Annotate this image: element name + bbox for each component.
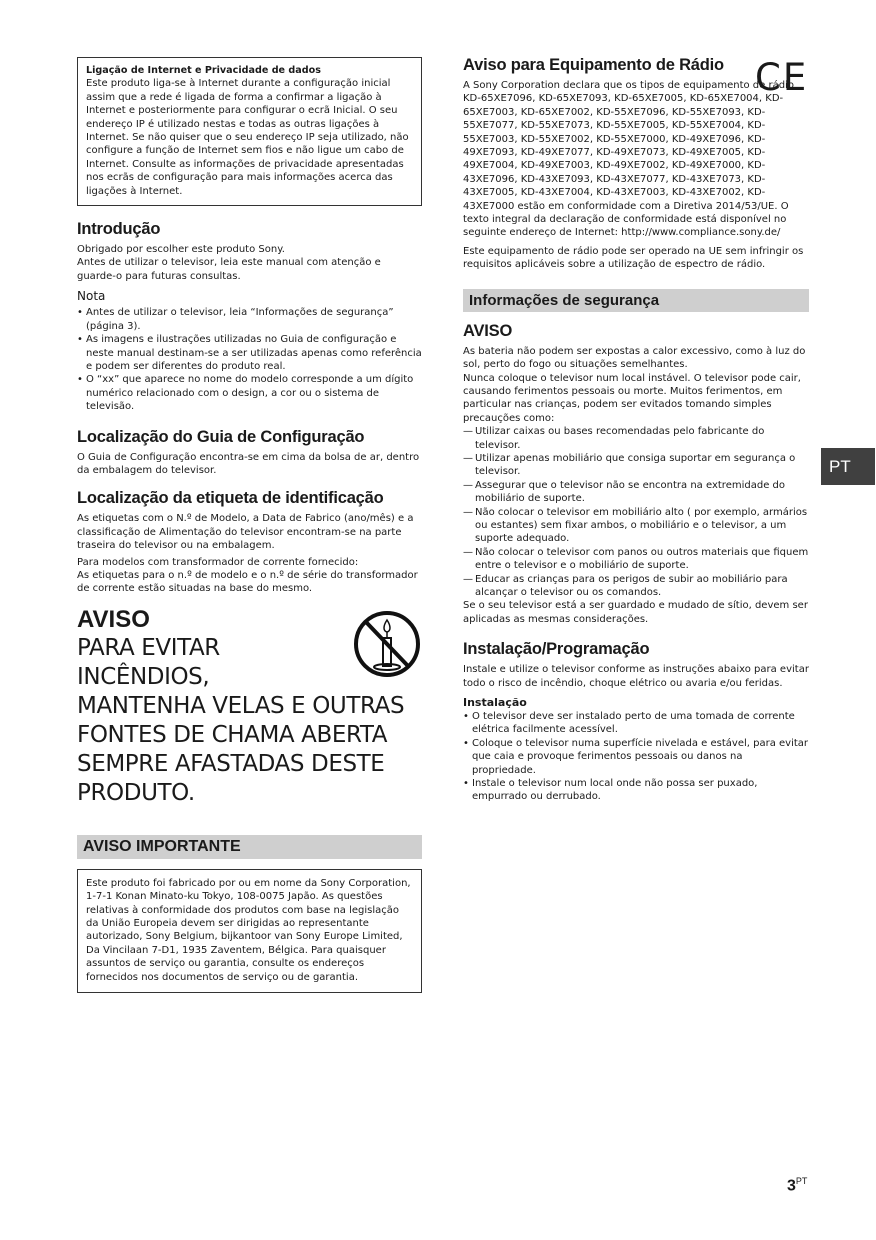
safety-p1: As bateria não podem ser expostas a calor excessivo, como à luz do sol, perto do fogo ou situações semelhantes.	[463, 345, 806, 371]
safety-p2: Nunca coloque o televisor num local instável. O televisor pode cair, causando ferimentos pessoais ou morte. Muitos ferimentos, em particular nas crianças, podem ser evitados tomando simples precauções como:	[463, 372, 801, 424]
radio-p1: A Sony Corporation declara que os tipos de equipamento de rádio KD-65XE7096, KD-65XE7093, KD-65XE7005, KD-65XE7004, KD-65XE7003, KD-65XE7002, KD-55XE7096, KD-55XE7093, KD-55XE7077, KD-55XE7073, KD-55XE7005, KD-55XE7004, KD-55XE7003, KD-55XE7002, KD-55XE7000, KD-49XE7096, KD-49XE7093, KD-49XE7077, KD-49XE7073, KD-49XE7005, KD-49XE7004, KD-49XE7003, KD-49XE7002, KD-49XE7000, KD-43XE7096, KD-43XE7093, KD-43XE7077, KD-43XE7073, KD-43XE7005, KD-43XE7004, KD-43XE7003, KD-43XE7002, KD-43XE7000 estão em conformidade com a Diretiva 2014/53/UE. O texto integral da declaração de conformidade está disponível no seguinte endereço de Internet: http://www.compliance.sony.de/	[463, 80, 794, 239]
warning-line: INCÊNDIOS,	[77, 663, 210, 690]
list-item: — Assegurar que o televisor não se encontra na extremidade do mobiliário de suporte.	[463, 479, 785, 505]
install-list	[463, 710, 809, 804]
warning-line: PRODUTO.	[77, 779, 195, 806]
install-p1: Instale e utilize o televisor conforme as instruções abaixo para evitar todo o risco de incêndio, choque elétrico ou avaria e/ou feridas.	[463, 664, 809, 689]
radio-heading: Aviso para Equipamento de Rádio	[463, 56, 724, 74]
list-item: • Coloque o televisor numa superfície nivelada e estável, para evitar que caia e provoque ferimentos pessoais ou danos na propriedade.	[463, 737, 809, 776]
note-heading: Nota	[77, 289, 106, 304]
label-heading: Localização da etiqueta de identificação	[77, 489, 384, 508]
intro-section	[77, 220, 422, 413]
intro-p2: Antes de utilizar o televisor, leia este manual com atenção e guarde-o para futuras consultas.	[77, 257, 381, 282]
list-item: — Não colocar o televisor em mobiliário alto ( por exemplo, armários ou estantes) sem fixar ambos, o mobiliário e o televisor, a um suporte adequado.	[463, 506, 808, 545]
important-box	[77, 869, 422, 993]
right-column	[463, 56, 809, 804]
language-tab: PT	[821, 448, 875, 485]
list-item: • Instale o televisor num local onde não possa ser puxado, empurrado ou derrubado.	[463, 778, 758, 803]
list-item: • O televisor deve ser instalado perto de uma tomada de corrente elétrica facilmente acessível.	[463, 711, 795, 736]
list-item: — Utilizar apenas mobiliário que consiga suportar em segurança o televisor.	[463, 452, 796, 478]
left-column	[77, 56, 422, 993]
safety-list	[463, 425, 809, 599]
radio-section	[463, 56, 809, 272]
privacy-box-text: Este produto liga-se à Internet durante a configuração inicial assim que a rede é ligada de forma a confirmar a ligação à Internet e posteriormente para configurar o ecrã Inicial. O seu endereço IP é utilizado nestas e todas as outras ligações à Internet. Se não quiser que o seu endereço IP seja utilizado, não configure a função de Internet sem fios e não ligue um cabo de Internet. Consulte as informações de privacidade apresentadas nos ecrãs de configuração para mais informações acerca das ligações à Internet.	[86, 78, 409, 197]
intro-heading: Introdução	[77, 220, 161, 239]
label-p1: As etiquetas com o N.º de Modelo, a Data de Fabrico (ano/mês) e a classificação de Alimentação do televisor encontram-se na parte traseira do televisor ou na embalagem.	[77, 513, 414, 552]
list-item: • As imagens e ilustrações utilizadas no Guia de configuração e neste manual destinam-se a ser utilizadas apenas como referência e podem ser diferentes do produto real.	[77, 334, 422, 372]
privacy-box	[77, 57, 422, 206]
list-item: — Educar as crianças para os perigos de subir ao mobiliário para alcançar o televisor ou os comandos.	[463, 573, 788, 598]
safety-bar: Informações de segurança	[463, 289, 809, 312]
warning-line: MANTENHA VELAS E OUTRAS	[77, 692, 405, 719]
install-subheading: Instalação	[463, 696, 527, 710]
guide-heading: Localização do Guia de Configuração	[77, 427, 365, 446]
warning-line: FONTES DE CHAMA ABERTA	[77, 721, 388, 748]
privacy-box-title: Ligação de Internet e Privacidade de dados	[86, 65, 321, 76]
page-number: $3^{PT}$	[787, 1176, 808, 1195]
note-list	[77, 306, 422, 413]
radio-p2: Este equipamento de rádio pode ser operado na UE sem infringir os requisitos aplicáveis sobre a utilização de espectro de rádio.	[463, 245, 804, 271]
guide-section	[77, 428, 422, 478]
list-item: • O “xx” que aparece no nome do modelo corresponde a um dígito numérico relacionado com o design, a cor ou o sistema de televisão.	[77, 374, 414, 413]
intro-p1: Obrigado por escolher este produto Sony.	[77, 244, 285, 256]
no-candle-icon	[353, 610, 421, 678]
warning-line: PARA EVITAR	[77, 634, 220, 661]
label-p2: Para modelos com transformador de corrente fornecido:	[77, 556, 359, 568]
list-item: — Não colocar o televisor com panos ou outros materiais que fiquem entre o televisor e o mobiliário de suporte.	[463, 546, 809, 572]
list-item: — Utilizar caixas ou bases recomendadas pelo fabricante do televisor.	[463, 426, 765, 451]
fire-warning	[77, 606, 422, 808]
install-section	[463, 640, 809, 804]
important-bar: AVISO IMPORTANTE	[77, 835, 422, 859]
warning-title: AVISO	[77, 605, 150, 633]
install-heading: Instalação/Programação	[463, 640, 650, 659]
important-text: Este produto foi fabricado por ou em nome da Sony Corporation, 1-7-1 Konan Minato-ku Tokyo, 108-0075 Japão. As questões relativas à conformidade dos produtos com base na legislação da União Europeia devem ser dirigidas ao representante autorizado, Sony Belgium, bijkantoor van Sony Europe Limited, Da Vincilaan 7-D1, 1935 Zaventem, Bélgica. Para quaisquer assuntos de serviço ou garantia, consulte os endereços fornecidos nos documentos de serviço ou de garantia.	[86, 877, 411, 983]
warning-line: SEMPRE AFASTADAS DESTE	[77, 750, 385, 777]
list-item: • Antes de utilizar o televisor, leia “Informações de segurança” (página 3).	[77, 307, 394, 332]
label-p3: As etiquetas para o n.º de modelo e o n.º de série do transformador de corrente estão situadas na base do mesmo.	[77, 569, 418, 595]
ce-mark-icon: CE	[755, 56, 809, 99]
safety-p3: Se o seu televisor está a ser guardado e mudado de sítio, devem ser aplicadas as mesmas considerações.	[463, 600, 808, 625]
safety-section	[463, 322, 809, 627]
safety-heading: AVISO	[463, 321, 513, 340]
label-section	[77, 489, 422, 595]
guide-text: O Guia de Configuração encontra-se em cima da bolsa de ar, dentro da embalagem do televisor.	[77, 451, 420, 476]
